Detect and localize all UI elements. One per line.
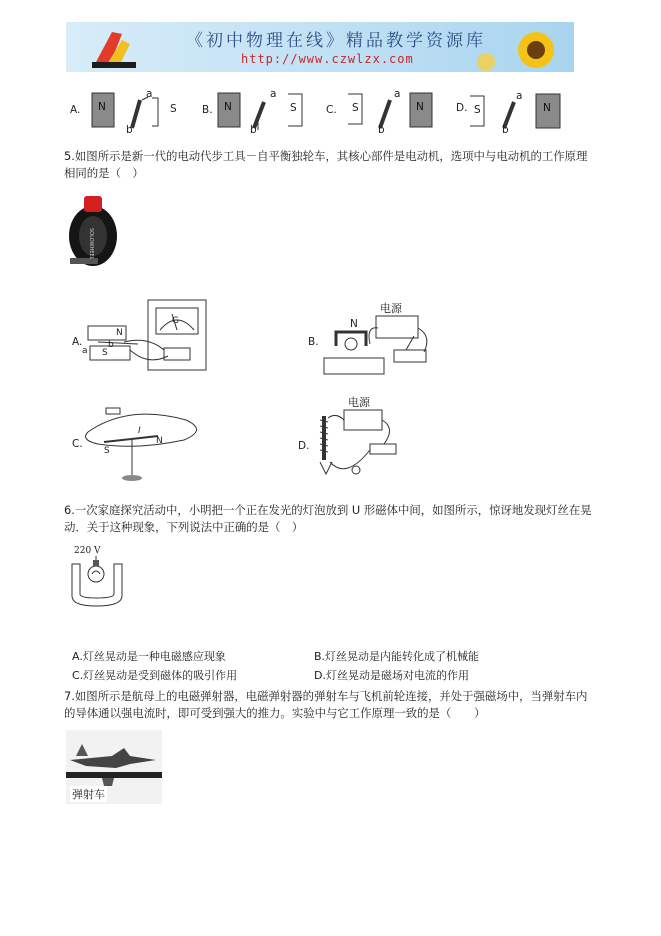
sunflower-icon: [518, 32, 554, 68]
q6-line: 6.一次家庭探究活动中，小明把一个正在发光的灯泡放到 U 形磁体中间，如图所示，惊讶地发现灯丝在晃: [64, 503, 592, 517]
option-letter: D.: [298, 440, 310, 452]
motor-figure: [306, 296, 436, 378]
magnet-pole: S: [290, 102, 297, 114]
q6-line: 动．关于这种现象，下列说法中正确的是（ ）: [64, 520, 304, 534]
option-letter: A.: [72, 336, 83, 348]
q6-text: [64, 502, 624, 536]
wire-label-b: b: [126, 124, 133, 136]
wire-label-b: b: [502, 124, 509, 136]
option-letter: D.: [456, 102, 468, 114]
pole-label: S: [104, 446, 110, 456]
power-label: 电源: [348, 396, 370, 409]
wire-label: b: [108, 340, 114, 350]
option-letter: C.: [326, 104, 337, 116]
magnet-wire-figure: [198, 86, 328, 138]
galvanometer-figure: [68, 296, 218, 378]
magnet-pole: N: [224, 101, 232, 113]
q7-text: [64, 688, 624, 722]
pole-label: S: [102, 348, 108, 358]
option-letter: C.: [72, 438, 83, 450]
pole-label: N: [156, 436, 163, 446]
oersted-figure: [68, 402, 218, 484]
meter-label: G: [172, 316, 179, 326]
q4-option-b: [198, 86, 328, 138]
electromagnet-figure: [296, 392, 446, 484]
q5-option-c: [68, 402, 218, 484]
wire-label: a: [82, 346, 88, 356]
option-letter: B.: [202, 104, 213, 116]
pole-label: N: [350, 318, 358, 330]
q6-option-c: C.灯丝晃动是受到磁体的吸引作用: [72, 669, 238, 682]
option-letter: B.: [308, 336, 319, 348]
pole-label: N: [116, 328, 123, 338]
magnet-pole: N: [416, 101, 424, 113]
power-label: 电源: [380, 302, 402, 315]
brand-label: SOLOWHEEL: [88, 228, 94, 260]
q7-line: 的导体通以强电流时，即可受到强大的推力。实验中与它工作原理一致的是（ ）: [64, 706, 486, 720]
banner-title: 《初中物理在线》精品教学资源库: [186, 31, 486, 51]
q5-option-a: [68, 296, 218, 378]
option-letter: A.: [70, 104, 81, 116]
magnet-pole: S: [352, 102, 359, 114]
lamp-magnet-image: [66, 546, 128, 608]
logo-icon: [92, 32, 136, 68]
wire-label-a: a: [146, 88, 153, 100]
q5-line: 5.如图所示是新一代的电动代步工具－自平衡独轮车，其核心部件是电动机，选项中与电动机的工作原理: [64, 149, 588, 163]
q5-option-d: [296, 392, 446, 484]
catapult-image: [66, 730, 162, 804]
header-banner: [66, 22, 574, 72]
q6-option-d: D.灯丝晃动是磁场对电流的作用: [314, 669, 469, 682]
q4-option-d: [454, 86, 584, 138]
magnet-pole: S: [170, 103, 177, 115]
q6-option-b: B.灯丝晃动是内能转化成了机械能: [314, 650, 480, 663]
wire-label-a: a: [516, 90, 523, 102]
magnet-wire-figure: [324, 86, 454, 138]
q4-options: [66, 86, 586, 138]
current-label: I: [138, 426, 141, 436]
magnet-pole: N: [98, 101, 106, 113]
catapult-caption: 弹射车: [72, 788, 105, 801]
banner-url: http://www.czwlzx.com: [241, 52, 414, 66]
q7-line: 7.如图所示是航母上的电磁弹射器，电磁弹射器的弹射车与飞机前轮连接，并处于强磁场中，当弹射车内: [64, 689, 588, 703]
wire-label-a: a: [394, 88, 401, 100]
magnet-pole: S: [474, 104, 481, 116]
q4-option-c: [324, 86, 454, 138]
unicycle-image: [66, 192, 120, 274]
q5-option-b: [306, 296, 436, 378]
q4-option-a: [66, 86, 196, 138]
q5-line: 相同的是（ ）: [64, 166, 144, 180]
wire-label-a: a: [270, 88, 277, 100]
voltage-label: 220 V: [74, 546, 101, 556]
wire-label-b: b: [378, 124, 385, 136]
wire-label-b: b: [250, 124, 257, 136]
magnet-pole: N: [543, 102, 551, 114]
q5-text: [64, 148, 604, 182]
q6-option-a: A.灯丝晃动是一种电磁感应现象: [72, 650, 226, 663]
